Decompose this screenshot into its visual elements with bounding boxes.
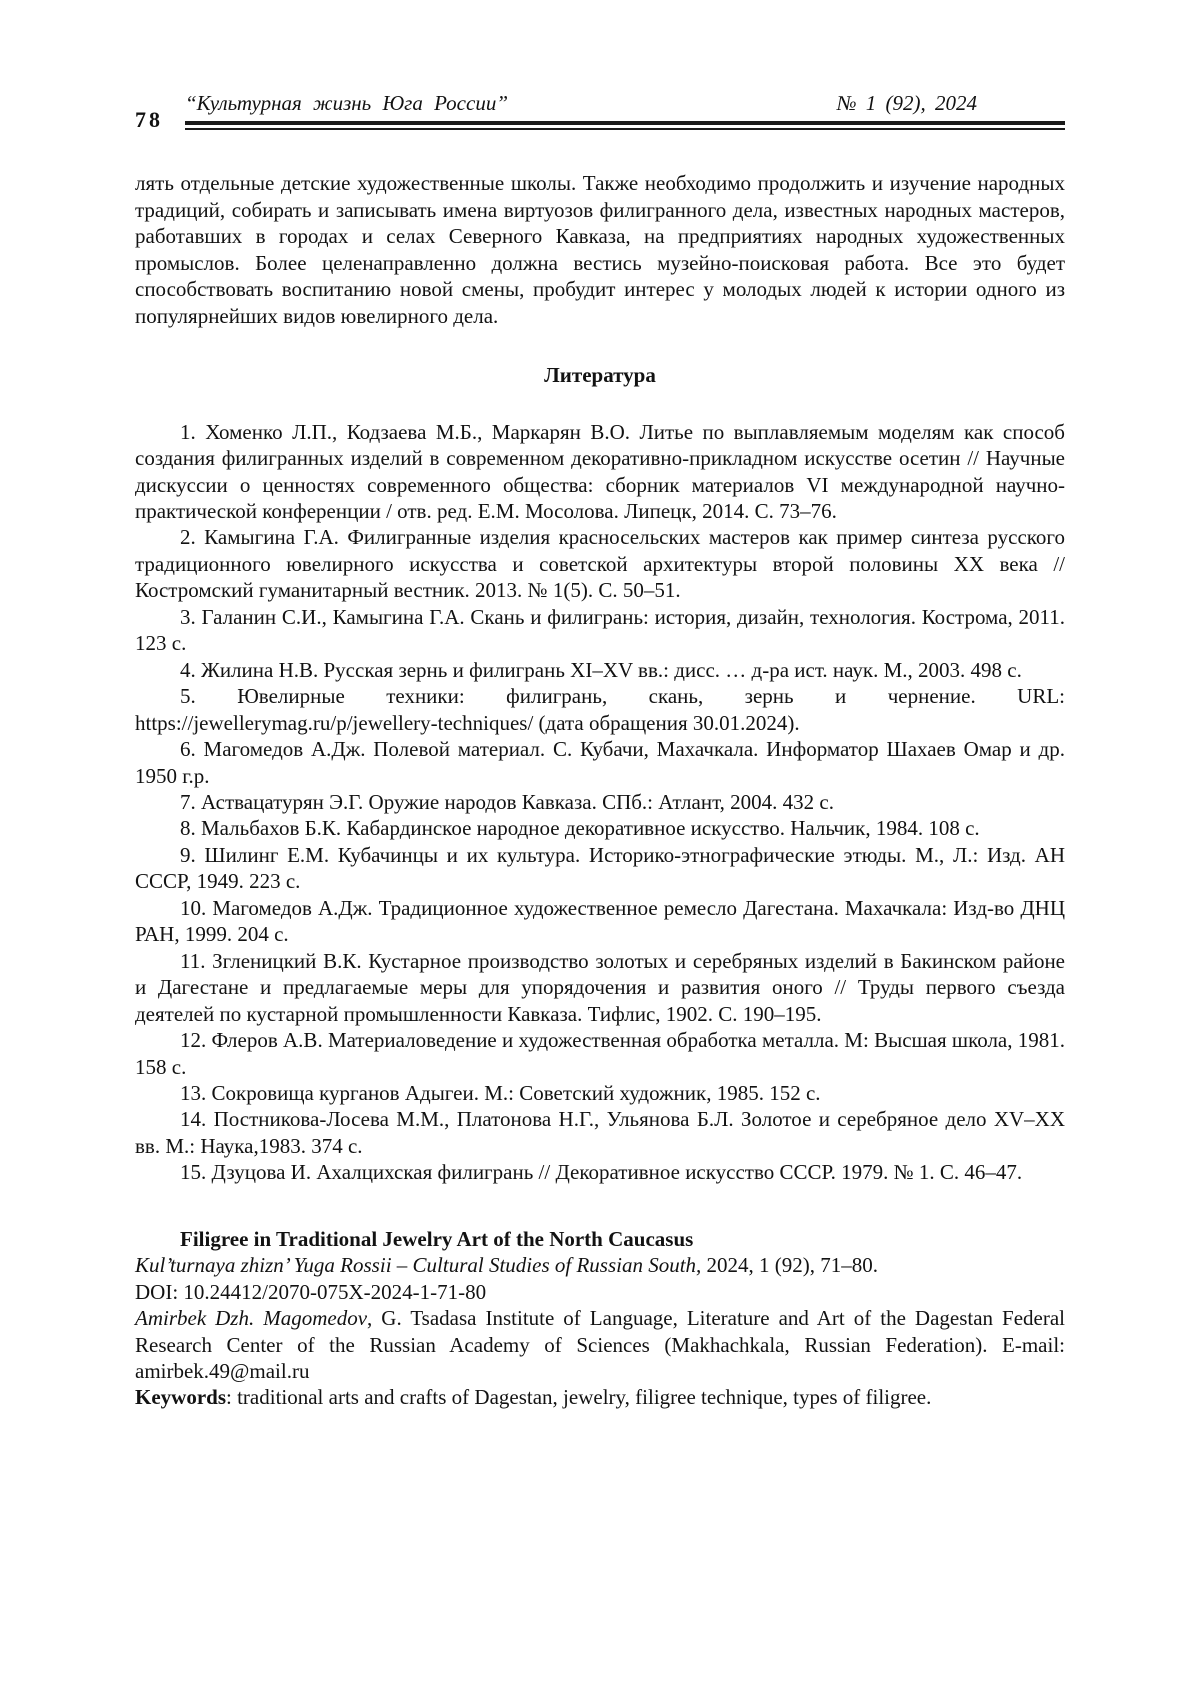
- reference-item: 14. Постникова-Лосева М.М., Платонова Н.Г., Ульянова Б.Л. Золотое и серебряное дело XV–XX вв. М.: Наука,1983. 374 с.: [135, 1107, 1065, 1158]
- reference-item: 2. Камыгина Г.А. Филигранные изделия красносельских мастеров как пример синтеза русского традиционного ювелирного искусства и советской архитектуры второй половины XX века // Костромский гуманитарный вестник. 2013. № 1(5). С. 50–51.: [135, 525, 1065, 603]
- author-affiliation-line: [135, 1305, 1065, 1384]
- journal-title: “Культурная жизнь Юга России”: [185, 91, 508, 115]
- page-number: 78: [135, 107, 163, 132]
- english-journal-line: [135, 1252, 1065, 1278]
- article-body: [135, 170, 1065, 1410]
- reference-item: 1. Хоменко Л.П., Кодзаева М.Б., Маркарян В.О. Литье по выплавляемым моделям как способ создания филигранных изделий в современном декоративно-прикладном искусстве осетин // Научные дискуссии о ценностях современного общества: сборник материалов VI международной научно-практической конференции / отв. ред. Е.М. Мосолова. Липецк, 2014. С. 73–76.: [135, 419, 1065, 523]
- author-affiliation: , G. Tsadasa Institute of Language, Literature and Art of the Dagestan Federal Research Center of the Russian Academy of Sciences (Makhachkala, Russian Federation). E-mail: amirbek.49@mail.ru: [135, 1306, 1066, 1384]
- reference-item: 6. Магомедов А.Дж. Полевой материал. С. Кубачи, Махачкала. Информатор Шахаев Омар и др. 1950 г.р.: [135, 737, 1065, 788]
- header-rule: [185, 121, 1065, 130]
- issue-info: № 1 (92), 2024: [836, 91, 977, 115]
- reference-item: 5. Ювелирные техники: филигрань, скань, зернь и чернение. URL: https://jewellerymag.ru/p/jewellery-techniques/ (дата обращения 30.01.2024).: [135, 684, 1065, 735]
- keywords-label: Keywords: [135, 1385, 226, 1410]
- english-journal-issue: 2024, 1 (92), 71–80.: [701, 1253, 879, 1278]
- english-abstract-block: [135, 1226, 1065, 1411]
- reference-item: 11. Згленицкий В.К. Кустарное производство золотых и серебряных изделий в Бакинском районе и Дагестане и предлагаемые меры для упорядочения и развития оного // Труды первого съезда деятелей по кустарной промышленности Кавказа. Тифлис, 1902. С. 190–195.: [135, 948, 1065, 1026]
- reference-item: 15. Дзуцова И. Ахалцихская филигрань // Декоративное искусство СССР. 1979. № 1. С. 46–47.: [180, 1160, 1023, 1185]
- keywords-line: [135, 1384, 1065, 1410]
- intro-paragraph: лять отдельные детские художественные школы. Также необходимо продолжить и изучение народных традиций, собирать и записывать имена виртуозов филигранного дела, известных народных мастеров, работавших в городах и селах Северного Кавказа, на предприятиях народных художественных промыслов. Более целенаправленно должна вестись музейно-поисковая работа. Все это будет способствовать воспитанию новой смены, пробудит интерес у молодых людей к истории одного из популярнейших видов ювелирного дела.: [135, 171, 1065, 328]
- english-journal-name: Kul’turnaya zhizn’ Yuga Rossii – Cultural Studies of Russian South,: [135, 1253, 702, 1278]
- reference-item: 7. Аствацатурян Э.Г. Оружие народов Кавказа. СПб.: Атлант, 2004. 432 с.: [180, 789, 834, 814]
- reference-item: 10. Магомедов А.Дж. Традиционное художественное ремесло Дагестана. Махачкала: Изд-во ДНЦ РАН, 1999. 204 с.: [135, 895, 1065, 947]
- section-title: Литература: [544, 363, 656, 388]
- header-text-row: [185, 90, 1065, 116]
- reference-item: 3. Галанин С.И., Камыгина Г.А. Скань и филигрань: история, дизайн, технология. Кострома, 2011. 123 с.: [135, 604, 1065, 656]
- reference-item: 12. Флеров А.В. Материаловедение и художественная обработка металла. М: Высшая школа, 1981. 158 с.: [135, 1028, 1065, 1079]
- page-header: [135, 90, 1065, 130]
- english-title: Filigree in Traditional Jewelry Art of the North Caucasus: [180, 1226, 694, 1251]
- reference-item: 9. Шилинг Е.М. Кубачинцы и их культура. Историко-этнографические этюды. М., Л.: Изд. АН СССР, 1949. 223 с.: [135, 842, 1065, 894]
- author-name: Amirbek Dzh. Magomedov: [135, 1306, 368, 1331]
- reference-item: 4. Жилина Н.В. Русская зернь и филигрань XI–XV вв.: дисс. … д-ра ист. наук. М., 2003. 498 с.: [180, 657, 1022, 682]
- doi-line: DOI: 10.24412/2070-075X-2024-1-71-80: [135, 1279, 487, 1304]
- keywords-text: : traditional arts and crafts of Dagestan, jewelry, filigree technique, types of filigree.: [226, 1385, 932, 1410]
- references-list: [135, 419, 1065, 1186]
- reference-item: 13. Сокровища курганов Адыгеи. М.: Советский художник, 1985. 152 с.: [180, 1080, 821, 1105]
- reference-item: 8. Мальбахов Б.К. Кабардинское народное декоративное искусство. Нальчик, 1984. 108 с.: [180, 816, 980, 841]
